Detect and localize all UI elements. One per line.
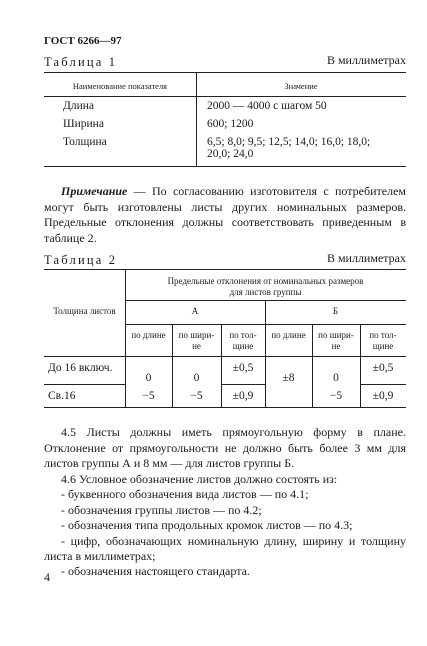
table2-a-thick-header-2: щине — [232, 341, 254, 351]
table2-b-thick-header-1: по тол- — [369, 330, 397, 340]
table1-caption: Таблица 1 — [44, 55, 118, 69]
paragraph-4-5-text: 4.5 Листы должны иметь прямоугольную форму в плане. Отклонение от прямоугольности не должно быть более 3 мм для листов группы А и 8 мм — для листов группы Б. — [44, 425, 406, 471]
list-item: - цифр, обозначающих номинальную длину, ширину и толщину листа в миллиметрах; — [44, 533, 406, 564]
list-item: - обозначения группы листов — по 4.2; — [61, 502, 262, 517]
table2-b-thick-top: ±0,5 — [372, 362, 394, 374]
table2-a-width-bottom: −5 — [190, 390, 203, 402]
table2-b-length: ±8 — [282, 372, 295, 384]
table2-row-label: До 16 включ. — [48, 362, 113, 374]
table1-header-value: Значение — [284, 81, 318, 91]
table1-row-length-value: 2000 — 4000 с шагом 50 — [207, 100, 327, 112]
table1-row-length-name: Длина — [63, 100, 94, 112]
note-label: Примечание — [61, 184, 128, 198]
table2-a-width-header-2: не — [192, 341, 201, 351]
table2-a-length-top: 0 — [145, 372, 152, 384]
paragraph-4-5 — [44, 425, 406, 472]
paragraph-4-6: 4.6 Условное обозначение листов должно состоять из: — [61, 472, 338, 486]
table2-row-label: Св.16 — [48, 390, 76, 402]
table2-a-thick-bottom: ±0,9 — [232, 390, 254, 402]
table2-b-length-header: по длине — [271, 330, 306, 340]
list-item: - обозначения настоящего стандарта. — [61, 564, 250, 579]
table1-row-width-name: Ширина — [63, 118, 104, 130]
designation-list — [44, 472, 406, 580]
table2-a-length-header: по длине — [131, 330, 166, 340]
table2-a-width-top: 0 — [193, 372, 200, 384]
table2-b-thick-bottom: ±0,9 — [372, 390, 394, 402]
table1-row-width-value: 600; 1200 — [207, 118, 254, 130]
table1-units: В миллиметрах — [326, 53, 406, 67]
table2-caption: Таблица 2 — [44, 253, 118, 267]
table2-a-thick-top: ±0,5 — [232, 362, 254, 374]
table2-a-width-header-1: по шири- — [178, 330, 215, 340]
table2-b-width-top: 0 — [333, 372, 339, 384]
table1-row-thickness-value-2: 20,0; 24,0 — [207, 148, 254, 160]
note-text: — По согласованию изготовителя с потребителем могут быть изготовлены листы других номинальных размеров. Предельные отклонения должны соответствовать приведенным в таблице 2. — [44, 184, 406, 245]
table2-units: В миллиметрах — [326, 251, 406, 265]
list-item: - обозначения типа продольных кромок листов — по 4.3; — [61, 518, 353, 533]
table1-header-name: Наименование показателя — [72, 81, 168, 91]
page-number: 4 — [44, 570, 50, 584]
table2-b-width-bottom: −5 — [329, 390, 343, 402]
note-paragraph — [44, 184, 406, 246]
table2-b-width-header-2: не — [331, 341, 341, 351]
table2-group-b: Б — [332, 306, 339, 316]
table1-row-thickness-name: Толщина — [63, 136, 107, 148]
table2-group-header-1: Предельные отклонения от номинальных размеров — [167, 276, 364, 286]
table2-b-width-header-1: по шири- — [318, 330, 354, 340]
document-header: ГОСТ 6266—97 — [44, 35, 122, 47]
table2-a-length-bottom: −5 — [142, 390, 155, 402]
list-item: - буквенного обозначения вида листов — по 4.1; — [61, 487, 309, 502]
table2-group-a: А — [191, 306, 199, 316]
table2-stub-header: Толщина листов — [53, 306, 116, 316]
table2-group-header-2: для листов группы — [229, 287, 302, 297]
table2-b-thick-header-2: щине — [372, 341, 394, 351]
table2-a-thick-header-1: по тол- — [229, 330, 257, 340]
table1-row-thickness-value-1: 6,5; 8,0; 9,5; 12,5; 14,0; 16,0; 18,0; — [207, 136, 371, 148]
